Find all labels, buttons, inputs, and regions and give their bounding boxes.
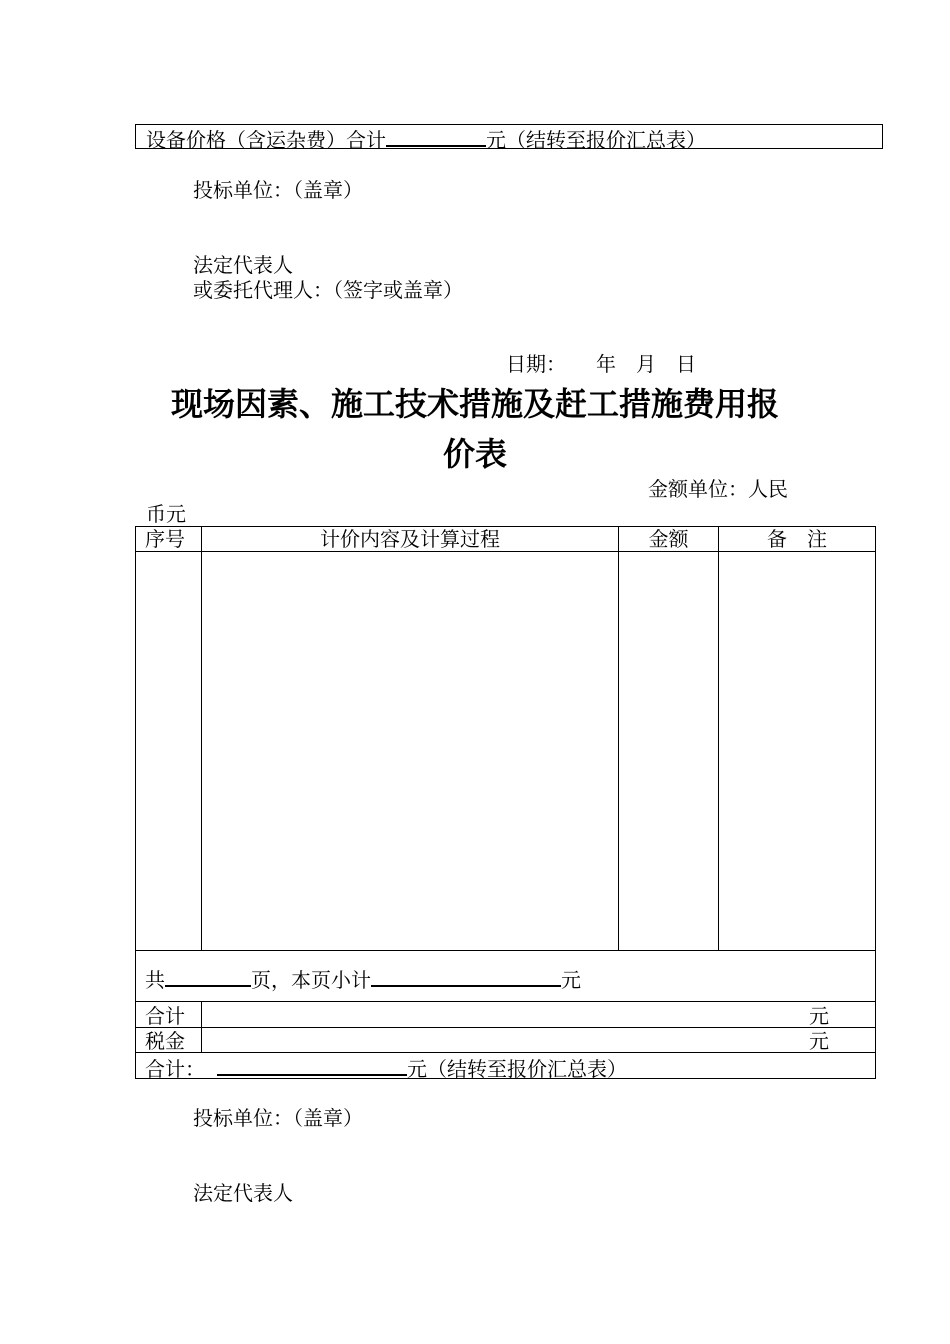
equipment-total-label: 设备价格（含运杂费）合计 bbox=[146, 128, 386, 152]
equipment-total-suffix: 元（结转至报价汇总表） bbox=[486, 128, 706, 152]
date-line: 日期： 年 月 日 bbox=[506, 352, 696, 376]
page-total-suffix: 元 bbox=[561, 968, 581, 992]
bidder-seal-top: 投标单位：（盖章） bbox=[193, 178, 363, 202]
grand-total-line bbox=[145, 1054, 627, 1081]
body-seq-cell[interactable] bbox=[136, 552, 201, 950]
equipment-total-box bbox=[135, 124, 883, 152]
subtotal-unit: 元 bbox=[809, 1004, 829, 1028]
grand-total-blank[interactable] bbox=[217, 1054, 407, 1076]
body-remark-cell[interactable] bbox=[719, 552, 875, 950]
tax-unit: 元 bbox=[809, 1029, 829, 1053]
equipment-total-line bbox=[146, 125, 706, 152]
body-content-cell[interactable] bbox=[202, 552, 618, 950]
agent-signature-top: 或委托代理人：（签字或盖章） bbox=[193, 278, 463, 302]
page-total-prefix: 共 bbox=[145, 968, 165, 992]
grand-total-suffix: 元（结转至报价汇总表） bbox=[407, 1057, 627, 1081]
page-total-middle: 页，本页小计 bbox=[251, 968, 371, 992]
page-count-blank[interactable] bbox=[165, 965, 251, 987]
quote-table bbox=[135, 526, 876, 1079]
header-remark: 备 注 bbox=[767, 527, 827, 551]
body-amount-cell[interactable] bbox=[619, 552, 718, 950]
equipment-total-blank[interactable] bbox=[386, 125, 486, 147]
legal-rep-bottom: 法定代表人 bbox=[193, 1181, 293, 1205]
page-title-line1: 现场因素、施工技术措施及赶工措施费用报 bbox=[170, 385, 779, 423]
amount-unit-line2: 币元 bbox=[146, 502, 186, 526]
page-title-line2: 价表 bbox=[442, 435, 507, 473]
amount-unit-line1: 金额单位：人民 bbox=[648, 477, 788, 501]
bidder-seal-bottom: 投标单位：（盖章） bbox=[193, 1106, 363, 1130]
tax-label: 税金 bbox=[145, 1029, 185, 1053]
header-amount: 金额 bbox=[648, 527, 689, 551]
legal-rep-top: 法定代表人 bbox=[193, 253, 293, 277]
page-subtotal-blank[interactable] bbox=[371, 965, 561, 987]
header-content: 计价内容及计算过程 bbox=[320, 527, 500, 551]
header-seq: 序号 bbox=[145, 527, 185, 551]
subtotal-label: 合计 bbox=[145, 1004, 185, 1028]
page-total-line bbox=[145, 965, 581, 992]
grand-total-label: 合计： bbox=[145, 1057, 205, 1081]
